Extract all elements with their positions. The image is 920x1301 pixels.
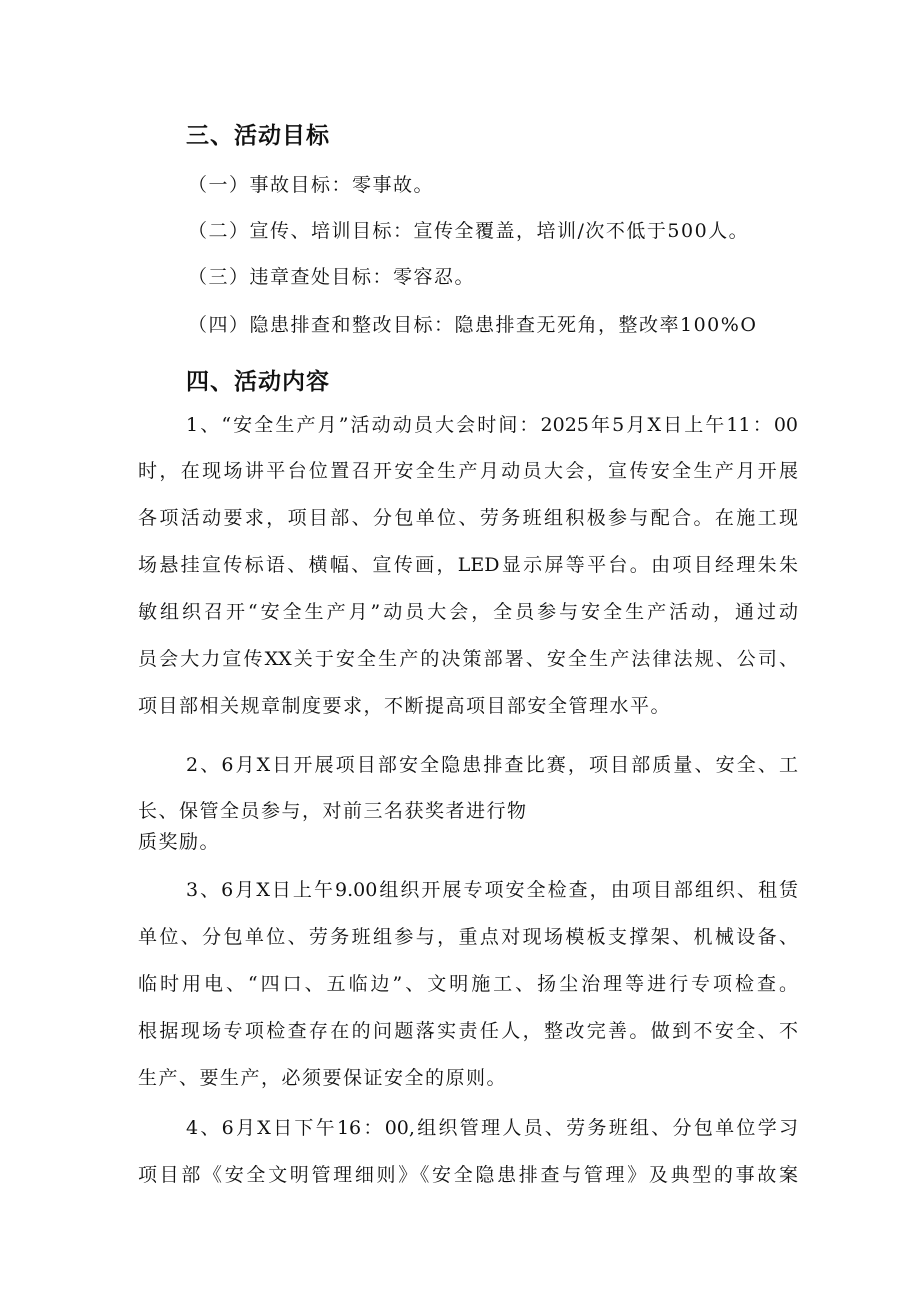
paragraph-3-line: 根据现场专项检查存在的问题落实责任人，整改完善。做到不安全、不	[138, 1020, 798, 1042]
paragraph-2-line: 2、6月X日开展项目部安全隐患排查比赛，项目部质量、安全、工	[186, 754, 798, 776]
paragraph-4-line: 项目部《安全文明管理细则》《安全隐患排查与管理》及典型的事故案	[138, 1164, 798, 1186]
paragraph-3-line: 单位、分包单位、劳务班组参与，重点对现场模板支撑架、机械设备、	[138, 926, 798, 948]
goal-item-1: （一）事故目标：零事故。	[188, 174, 435, 196]
goal-item-2: （二）宣传、培训目标：宣传全覆盖，培训/次不低于500人。	[188, 220, 750, 242]
paragraph-2-line: 质奖励。	[138, 831, 221, 853]
paragraph-1-line: 各项活动要求，项目部、分包单位、劳务班组积极参与配合。在施工现	[138, 507, 798, 529]
paragraph-1-line: 敏组织召开“安全生产月”动员大会，全员参与安全生产活动，通过动	[138, 601, 798, 623]
paragraph-1-line: 员会大力宣传XX关于安全生产的决策部署、安全生产法律法规、公司、	[138, 648, 798, 670]
section-3-heading: 三、活动目标	[186, 123, 330, 149]
paragraph-1-line: 场悬挂宣传标语、横幅、宣传画，LED显示屏等平台。由项目经理朱朱	[138, 554, 798, 576]
paragraph-3-line: 3、6月X日上午9.00组织开展专项安全检查，由项目部组织、租赁	[186, 879, 798, 901]
paragraph-1-line: 项目部相关规章制度要求，不断提高项目部安全管理水平。	[138, 695, 672, 717]
paragraph-3-line: 临时用电、“四口、五临边”、文明施工、扬尘治理等进行专项检查。	[138, 973, 798, 995]
paragraph-3-line: 生产、要生产，必须要保证安全的原则。	[138, 1067, 508, 1089]
paragraph-1-line: 时，在现场讲平台位置召开安全生产月动员大会，宣传安全生产月开展	[138, 460, 798, 482]
section-4-heading: 四、活动内容	[186, 369, 330, 395]
goal-item-4: （四）隐患排查和整改目标：隐患排查无死角，整改率100%O	[188, 314, 758, 336]
goal-item-3: （三）违章查处目标：零容忍。	[188, 266, 476, 288]
paragraph-4-line: 4、6月X日下午16：00,组织管理人员、劳务班组、分包单位学习	[186, 1117, 798, 1139]
paragraph-2-line: 长、保管全员参与，对前三名获奖者进行物	[138, 800, 528, 822]
paragraph-1-line: 1、“安全生产月”活动动员大会时间：2025年5月X日上午11：00	[186, 414, 798, 436]
